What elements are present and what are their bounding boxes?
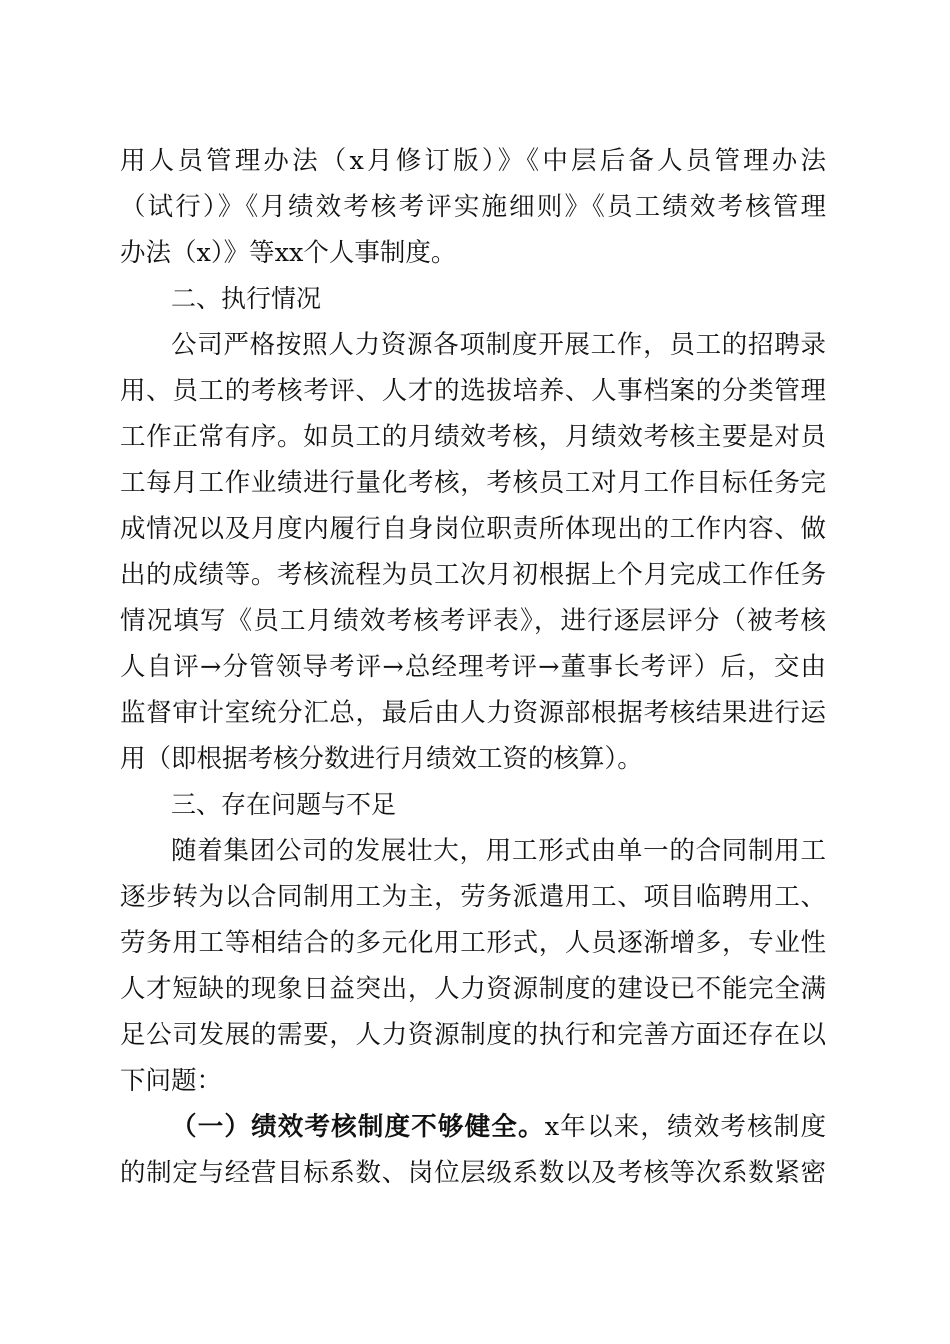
section3-line-4: 人才短缺的现象日益突出，人力资源制度的建设已不能完全满 bbox=[120, 974, 826, 1004]
subsection1-lead: （一）绩效考核制度不够健全。 bbox=[171, 1112, 545, 1142]
intro-line-1: 用人员管理办法（x月修订版）》《中层后备人员管理办法 bbox=[120, 146, 826, 176]
section2-line-8: 人自评→分管领导考评→总经理考评→董事长考评）后，交由 bbox=[120, 652, 826, 682]
intro-line-2: （试行）》《月绩效考核考评实施细则》《员工绩效考核管理 bbox=[120, 192, 826, 222]
document-body bbox=[120, 138, 826, 1196]
section-heading-problems: 三、存在问题与不足 bbox=[171, 790, 397, 819]
section-heading-execution: 二、执行情况 bbox=[171, 284, 322, 313]
section2-line-1: 公司严格按照人力资源各项制度开展工作，员工的招聘录 bbox=[171, 330, 826, 360]
section2-line-7: 情况填写《员工月绩效考核考评表》，进行逐层评分（被考核 bbox=[120, 606, 826, 636]
section2-line-5: 成情况以及月度内履行自身岗位职责所体现出的工作内容、做 bbox=[120, 514, 826, 544]
section2-line-2: 用、员工的考核考评、人才的选拔培养、人事档案的分类管理 bbox=[120, 376, 826, 406]
intro-line-3: 办法（x）》等xx个人事制度。 bbox=[120, 238, 457, 268]
section2-line-6: 出的成绩等。考核流程为员工次月初根据上个月完成工作任务 bbox=[120, 560, 826, 590]
section2-line-3: 工作正常有序。如员工的月绩效考核，月绩效考核主要是对员 bbox=[120, 422, 826, 452]
section3-line-3: 劳务用工等相结合的多元化用工形式，人员逐渐增多，专业性 bbox=[120, 928, 826, 958]
section2-line-4: 工每月工作业绩进行量化考核，考核员工对月工作目标任务完 bbox=[120, 468, 826, 498]
section3-line-5: 足公司发展的需要，人力资源制度的执行和完善方面还存在以 bbox=[120, 1020, 826, 1050]
subsection1-first-line-rest: x年以来，绩效考核制度 bbox=[544, 1112, 826, 1142]
section2-line-9: 监督审计室统分汇总，最后由人力资源部根据考核结果进行运 bbox=[120, 698, 826, 728]
section3-line-2: 逐步转为以合同制用工为主，劳务派遣用工、项目临聘用工、 bbox=[120, 882, 826, 912]
subsection1-line-1 bbox=[120, 1104, 826, 1150]
section3-line-6: 下问题： bbox=[120, 1066, 223, 1096]
section2-line-10: 用（即根据考核分数进行月绩效工资的核算）。 bbox=[120, 744, 643, 774]
subsection1-line-2: 的制定与经营目标系数、岗位层级系数以及考核等次系数紧密 bbox=[120, 1158, 826, 1188]
section3-line-1: 随着集团公司的发展壮大，用工形式由单一的合同制用工 bbox=[171, 836, 826, 866]
